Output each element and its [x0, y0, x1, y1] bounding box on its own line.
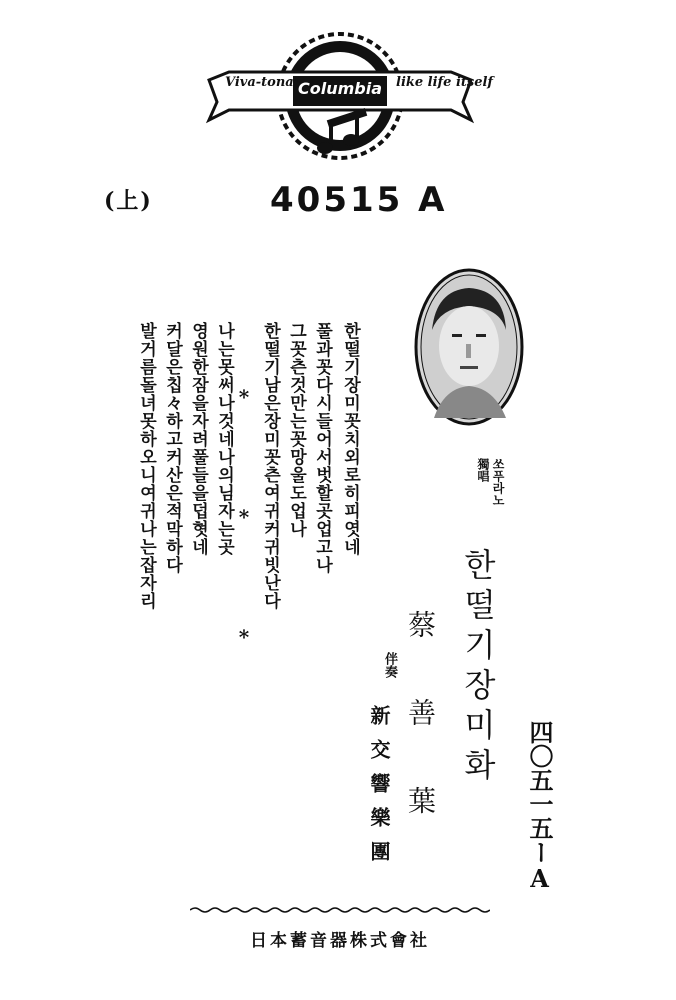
- lyric-line-4: 한떨기남은장미꼿츤여귀커귀빗난다: [260, 322, 280, 610]
- page-number: (上): [104, 188, 153, 214]
- logo-right-text: like life itself: [396, 75, 494, 90]
- columbia-logo: [205, 28, 475, 168]
- lyric-line-8: 발거름돌녀못하오니여귀나는잡자리: [136, 322, 156, 610]
- lyric-line-7: 커달은칩々하고커산은적막하다: [162, 322, 182, 574]
- lyric-line-3: 그꼿츤것만는꼿망울도업나: [286, 322, 306, 538]
- record-number: 40515 A: [270, 180, 448, 220]
- lyric-line-2: 풀과꼿다시들어서벗할곳업고나: [312, 322, 332, 574]
- company-name: 日本蓄音器株式會社: [250, 931, 430, 951]
- solo-label: 獨唱: [476, 458, 490, 482]
- soprano-label: 쏘푸라노: [491, 458, 505, 506]
- orchestra-name: 新交響樂團: [367, 705, 391, 875]
- lyric-line-6: 영원한잠을자려풀들을덥혓네: [188, 322, 208, 556]
- logo-brand: Columbia: [298, 79, 383, 98]
- catalog-number-vertical: 四〇五一五ーA: [525, 720, 554, 893]
- lyric-line-5: 나는못써나것네나의님자는곳: [214, 322, 234, 556]
- accompaniment-label: 伴奏: [382, 652, 397, 678]
- song-title: 한떨기장미화: [459, 548, 497, 788]
- singer-name: 蔡善葉: [404, 610, 437, 874]
- footer-wavy-rule: [190, 906, 490, 914]
- section-divider-stars: * * *: [232, 385, 256, 685]
- lyric-line-1: 한떨기장미꼿치외로히피엿네: [340, 322, 360, 556]
- logo-left-text: Viva-tonal: [225, 75, 299, 90]
- singer-portrait: [414, 268, 524, 426]
